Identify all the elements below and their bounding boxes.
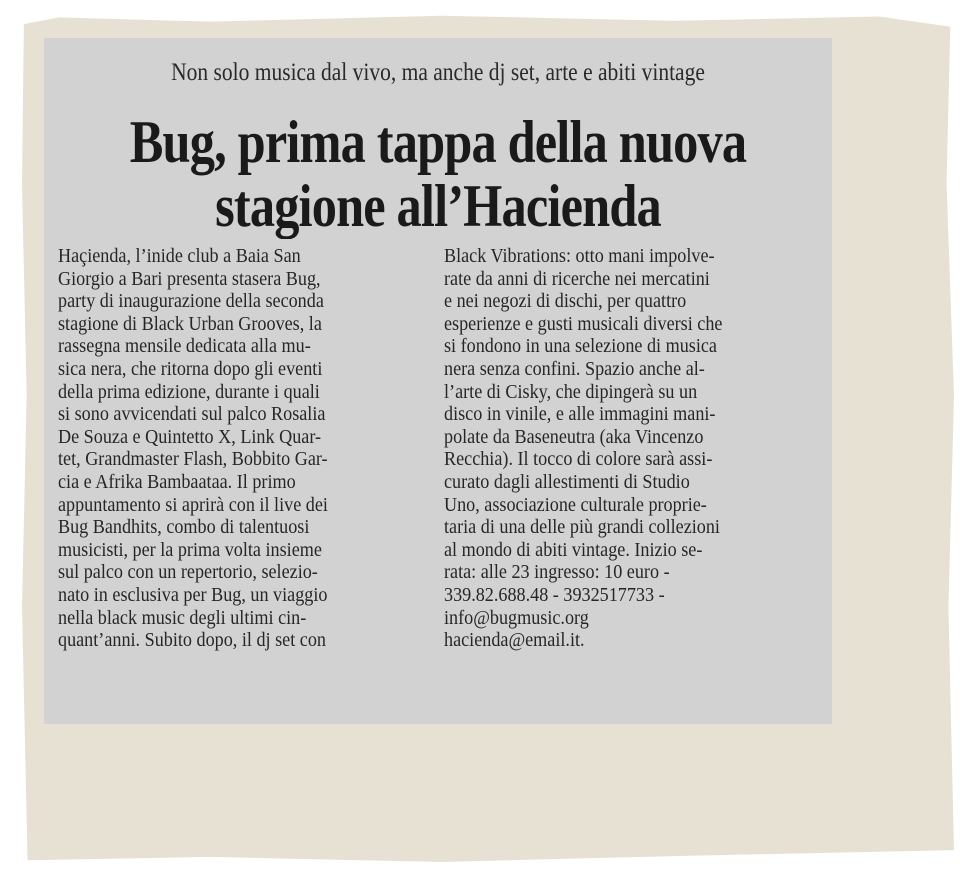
text-line: nato in esclusiva per Bug, un viaggio xyxy=(58,584,328,606)
text-line: Haçienda, l’inide club a Baia San xyxy=(58,246,301,267)
text-line: rassegna mensile dedicata alla mu- xyxy=(58,336,311,358)
text-line: rata: alle 23 ingresso: 10 euro - xyxy=(444,562,670,584)
text-line: si sono avvicendati sul palco Rosalia xyxy=(58,404,326,426)
text-line: appuntamento si aprirà con il live dei xyxy=(58,494,328,516)
text-line: nera senza confini. Spazio anche al- xyxy=(444,358,705,380)
article-headline xyxy=(104,110,773,238)
text-line: della prima edizione, durante i quali xyxy=(58,381,320,403)
text-line: Bug Bandhits, combo di talentuosi xyxy=(58,517,310,539)
text-line: curato dagli allestimenti di Studio xyxy=(444,471,690,493)
text-line: Uno, associazione culturale proprie- xyxy=(444,494,707,516)
text-line: quant’anni. Subito dopo, il dj set con xyxy=(58,630,326,652)
article-column-left xyxy=(58,246,414,653)
text-line: De Souza e Quintetto X, Link Quar- xyxy=(58,426,322,448)
headline-line-2: stagione all’Hacienda xyxy=(215,173,661,239)
text-line: party di inaugurazione della seconda xyxy=(58,291,324,313)
text-line: sica nera, che ritorna dopo gli eventi xyxy=(58,358,323,380)
text-line: si fondono in una selezione di musica xyxy=(444,336,717,358)
article-kicker: Non solo musica dal vivo, ma anche dj set, arte e abiti vintage xyxy=(171,59,705,86)
text-line: stagione di Black Urban Grooves, la xyxy=(58,313,322,335)
text-line: al mondo di abiti vintage. Inizio se- xyxy=(444,539,703,561)
text-line: e nei negozi di dischi, per quattro xyxy=(444,291,687,313)
headline-line-1: Bug, prima tappa della nuova xyxy=(129,109,747,175)
text-line: hacienda@email.it. xyxy=(444,630,585,652)
text-line: esperienze e gusti musicali diversi che xyxy=(444,313,723,335)
text-line: info@bugmusic.org xyxy=(444,607,589,629)
text-line: taria di una delle più grandi collezioni xyxy=(444,517,720,539)
text-line: Recchia). Il tocco di colore sarà assi- xyxy=(444,449,713,471)
text-line: 339.82.688.48 - 3932517733 - xyxy=(444,584,665,606)
text-line: cia e Afrika Bambaataa. Il primo xyxy=(58,471,296,493)
text-line: tet, Grandmaster Flash, Bobbito Gar- xyxy=(58,449,328,471)
text-line: disco in vinile, e alle immagini mani- xyxy=(444,404,716,426)
text-line: rate da anni di ricerche nei mercatini xyxy=(444,268,710,290)
text-line: Giorgio a Bari presenta stasera Bug, xyxy=(58,268,321,290)
text-line: polate da Baseneutra (aka Vincenzo xyxy=(444,426,704,448)
text-line: Black Vibrations: otto mani impolve- xyxy=(444,246,715,267)
text-line: sul palco con un repertorio, seleziо- xyxy=(58,562,318,584)
text-line: musicisti, per la prima volta insieme xyxy=(58,539,322,561)
article-column-right xyxy=(444,246,804,653)
text-line: nella black music degli ultimi cin- xyxy=(58,607,307,629)
text-line: l’arte di Cisky, che dipingerà su un xyxy=(444,381,698,403)
